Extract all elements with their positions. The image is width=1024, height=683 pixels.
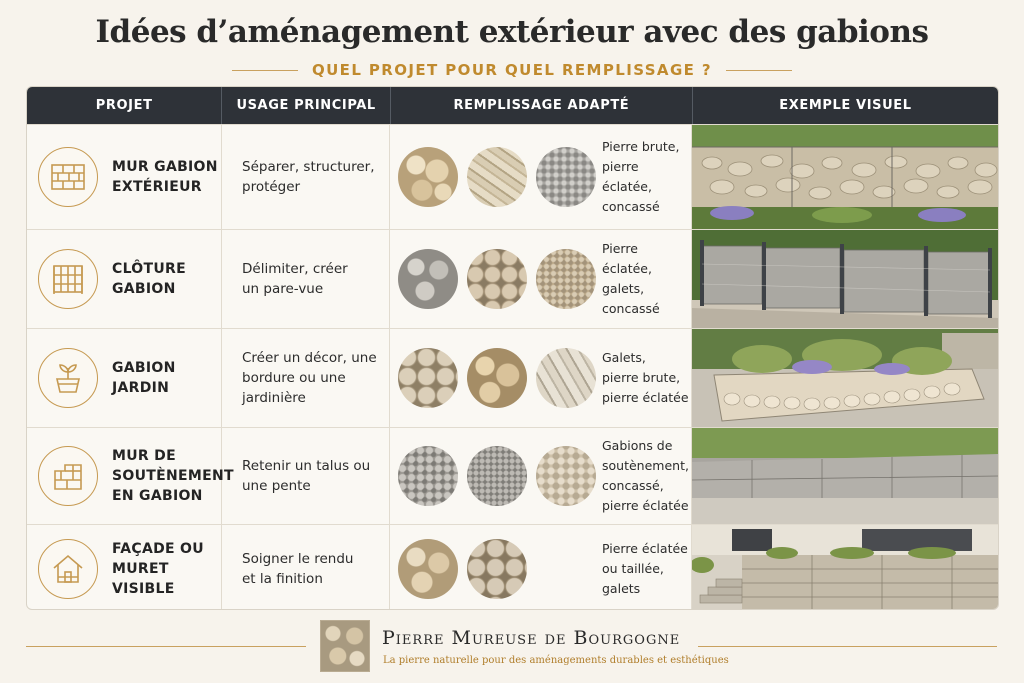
project-cell <box>27 428 234 524</box>
stone-sample-pebbles <box>398 348 458 408</box>
table-row <box>27 427 998 524</box>
brick-wall-icon <box>38 147 98 207</box>
usage-cell: Créer un décor, une bordure ou une jardinière <box>222 329 390 427</box>
fill-text: Pierre éclatée, galets, concassé <box>602 241 660 316</box>
project-cell <box>27 230 222 328</box>
project-label: MUR GABION EXTÉRIEUR <box>112 159 218 195</box>
stone-sample-pebbles <box>467 249 527 309</box>
project-label: FAÇADE OU MURET VISIBLE <box>112 541 204 597</box>
brand-name: Pierre Mureuse de Bourgogne <box>382 627 681 649</box>
fill-cell <box>390 230 692 328</box>
table-row <box>27 524 998 610</box>
header-remplissage: REMPLISSAGE ADAPTÉ <box>391 87 693 124</box>
stone-sample-split <box>467 147 527 207</box>
subtitle-rule-left <box>232 70 298 71</box>
brand-logo <box>320 620 370 672</box>
stone-sample-rough <box>467 348 527 408</box>
header-usage: USAGE PRINCIPAL <box>222 87 390 124</box>
project-label: GABION JARDIN <box>112 360 176 396</box>
stone-sample-crushed <box>398 446 458 506</box>
fill-cell <box>390 125 692 229</box>
project-cell <box>27 329 222 427</box>
stone-sample-crushed <box>467 446 527 506</box>
example-photo-fence <box>692 230 998 328</box>
example-photo-wall <box>692 125 998 229</box>
fill-text: Pierre brute, pierre éclatée, concassé <box>602 139 680 214</box>
page-subtitle: QUEL PROJET POUR QUEL REMPLISSAGE ? <box>311 61 713 79</box>
project-cell <box>27 125 222 229</box>
page-title: Idées d’aménagement extérieur avec des gabions <box>95 14 929 50</box>
fence-icon <box>38 249 98 309</box>
stone-sample-crushed <box>536 249 596 309</box>
example-photo-retaining <box>692 428 998 524</box>
header-projet: PROJET <box>27 87 222 124</box>
header-exemple: EXEMPLE VISUEL <box>779 98 912 113</box>
brand-tagline: La pierre naturelle pour des aménagements durables et esthétiques <box>383 655 729 666</box>
table-row <box>27 229 998 328</box>
table-row <box>27 124 998 229</box>
comparison-table <box>26 86 999 610</box>
footer-rule-right <box>698 646 997 647</box>
usage-cell: Soigner le rendu et la finition <box>222 525 390 610</box>
stone-sample-rough <box>398 147 458 207</box>
example-photo-facade <box>692 525 998 610</box>
example-photo-garden <box>692 329 998 427</box>
planter-icon <box>38 348 98 408</box>
project-cell <box>27 525 222 610</box>
table-header <box>27 87 998 124</box>
stone-sample-pebbles <box>467 539 527 599</box>
fill-cell <box>390 428 692 524</box>
subtitle-row <box>0 60 1024 80</box>
usage-cell: Retenir un talus ou une pente <box>222 428 390 524</box>
footer-rule-left <box>26 646 306 647</box>
stone-sample-cut <box>398 539 458 599</box>
retaining-wall-icon <box>38 446 98 506</box>
fill-text: Galets, pierre brute, pierre éclatée <box>602 350 689 405</box>
subtitle-rule-right <box>726 70 792 71</box>
project-label: MUR DE SOUTÈNEMENT EN GABION <box>112 448 234 504</box>
fill-cell <box>390 329 692 427</box>
fill-cell <box>390 525 692 610</box>
project-label: CLÔTURE GABION <box>112 261 186 297</box>
table-row <box>27 328 998 427</box>
stone-sample-split <box>398 249 458 309</box>
stone-sample-crushed <box>536 147 596 207</box>
usage-cell: Délimiter, créer un pare-vue <box>222 230 390 328</box>
fill-text: Pierre éclatée ou taillée, galets <box>602 541 688 596</box>
stone-sample-split <box>536 446 596 506</box>
stone-sample-split <box>536 348 596 408</box>
usage-cell: Séparer, structurer, protéger <box>222 125 390 229</box>
fill-text: Gabions de soutènement, concassé, pierre éclatée <box>602 438 689 513</box>
house-icon <box>38 539 98 599</box>
